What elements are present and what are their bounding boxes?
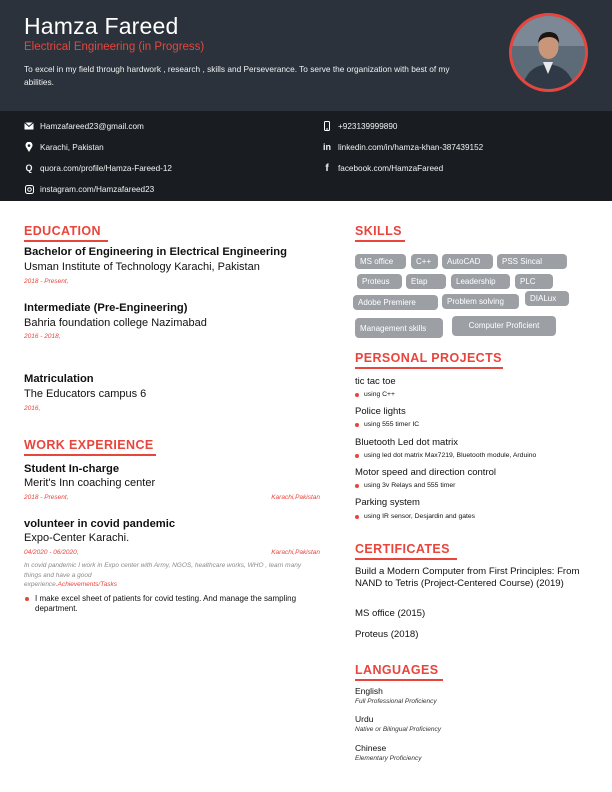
quora-text: quora.com/profile/Hamza-Fareed-12 <box>40 163 172 173</box>
project-detail: using IR sensor, Desjardin and gates <box>355 513 475 520</box>
education-degree: Bachelor of Engineering in Electrical Engineering <box>24 246 287 258</box>
contact-phone[interactable] <box>320 119 397 133</box>
person-role: Electrical Engineering (in Progress) <box>24 41 205 53</box>
language-level: Elementary Proficiency <box>355 755 422 762</box>
skill-chip: Leadership <box>451 274 510 289</box>
job-location: Karachi,Pakistan <box>271 494 320 501</box>
education-school: The Educators campus 6 <box>24 388 147 400</box>
project-detail: using 555 timer IC <box>355 421 419 428</box>
skill-chip: PLC <box>515 274 553 289</box>
phone-text: +923139999890 <box>338 121 398 131</box>
skill-chip: PSS Sincal <box>497 254 567 269</box>
education-heading: EDUCATION <box>24 224 101 238</box>
contact-section <box>0 111 612 201</box>
profile-photo <box>509 13 588 92</box>
job-title: volunteer in covid pandemic <box>24 518 176 530</box>
language-level: Native or Bilingual Proficiency <box>355 726 441 733</box>
quora-icon: Q <box>25 163 33 173</box>
certificate-item: MS office (2015) <box>355 608 426 619</box>
achievements-label: Achievements/Tasks <box>57 581 117 588</box>
contact-location <box>22 140 104 154</box>
skill-chip: Proteus <box>357 274 402 289</box>
skill-chip: DIALux <box>525 291 569 306</box>
certificates-heading: CERTIFICATES <box>355 542 450 556</box>
skill-chip: Problem solving <box>442 294 519 309</box>
facebook-text: facebook.com/HamzaFareed <box>338 163 444 173</box>
certificate-item: Proteus (2018) <box>355 629 419 640</box>
project-title: tic tac toe <box>355 376 396 387</box>
education-school: Bahria foundation college Nazimabad <box>24 317 207 329</box>
summary-text: To excel in my field through hardwork , research , skills and Perseverance. To serve the organization with best of my abilities. <box>24 64 450 87</box>
location-text: Karachi, Pakistan <box>40 142 104 152</box>
skill-chip: Computer Proficient <box>452 316 556 336</box>
language-name: Chinese <box>355 743 387 753</box>
skill-chip: Adobe Premiere <box>353 295 438 310</box>
project-detail: using 3v Relays and 555 timer <box>355 482 455 489</box>
skills-heading: SKILLS <box>355 224 402 238</box>
certificate-item: Build a Modern Computer from First Principles: From NAND to Tetris (Project-Centered Course) (2019) <box>355 566 580 589</box>
instagram-text: instagram.com/Hamzafareed23 <box>40 184 155 194</box>
languages-heading: LANGUAGES <box>355 663 438 677</box>
education-degree: Intermediate (Pre-Engineering) <box>24 302 188 314</box>
skill-chip: Management skills <box>355 318 443 338</box>
email-text: Hamzafareed23@gmail.com <box>40 121 144 131</box>
work-heading: WORK EXPERIENCE <box>24 438 154 452</box>
project-title: Motor speed and direction control <box>355 467 496 478</box>
language-level: Full Professional Proficiency <box>355 698 437 705</box>
facebook-icon: f <box>325 162 329 174</box>
job-location: Karachi,Pakistan <box>271 549 320 556</box>
job-dates: 2018 - Present, <box>24 494 69 501</box>
projects-heading: PERSONAL PROJECTS <box>355 351 502 365</box>
contact-linkedin[interactable] <box>320 140 483 154</box>
person-name: Hamza Fareed <box>24 13 179 39</box>
education-dates: 2016 - 2018, <box>24 333 61 340</box>
envelope-icon <box>22 122 36 130</box>
skill-chip: AutoCAD <box>442 254 493 269</box>
job-description: In covid pandemic I work in Expo center with Army, NGOS, healthcare works, WHO , learn many things and have a good experience.Achievements/Tasks <box>24 562 302 588</box>
instagram-icon <box>22 185 36 194</box>
project-detail: using C++ <box>355 391 395 398</box>
project-detail: using led dot matrix Max7219, Bluetooth module, Arduino <box>355 452 536 459</box>
job-achievement-bullet: I make excel sheet of patients for covid testing. And manage the sampling department. <box>24 594 304 614</box>
linkedin-text: linkedin.com/in/hamza-khan-387439152 <box>338 142 484 152</box>
project-title: Bluetooth Led dot matrix <box>355 437 458 448</box>
job-organization: Expo-Center Karachi. <box>24 532 130 544</box>
project-title: Parking system <box>355 497 420 508</box>
education-school: Usman Institute of Technology Karachi, Pakistan <box>24 261 260 273</box>
contact-facebook[interactable] <box>320 161 443 175</box>
contact-quora[interactable] <box>22 161 172 175</box>
contact-email[interactable] <box>22 119 144 133</box>
phone-icon <box>320 121 334 131</box>
job-title: Student In-charge <box>24 463 120 475</box>
language-name: Urdu <box>355 714 374 724</box>
skill-chip: C++ <box>411 254 438 269</box>
linkedin-icon: in <box>323 142 331 152</box>
education-dates: 2016, <box>24 405 41 412</box>
project-title: Police lights <box>355 406 406 417</box>
skill-chip: Etap <box>406 274 446 289</box>
education-degree: Matriculation <box>24 373 94 385</box>
header <box>0 0 612 111</box>
job-dates: 04/2020 - 06/2020, <box>24 549 79 556</box>
job-organization: Merit's Inn coaching center <box>24 477 156 489</box>
education-dates: 2018 - Present, <box>24 278 69 285</box>
skill-chip: MS office <box>355 254 406 269</box>
language-name: English <box>355 686 383 696</box>
map-pin-icon <box>22 142 36 152</box>
contact-instagram[interactable] <box>22 182 154 196</box>
